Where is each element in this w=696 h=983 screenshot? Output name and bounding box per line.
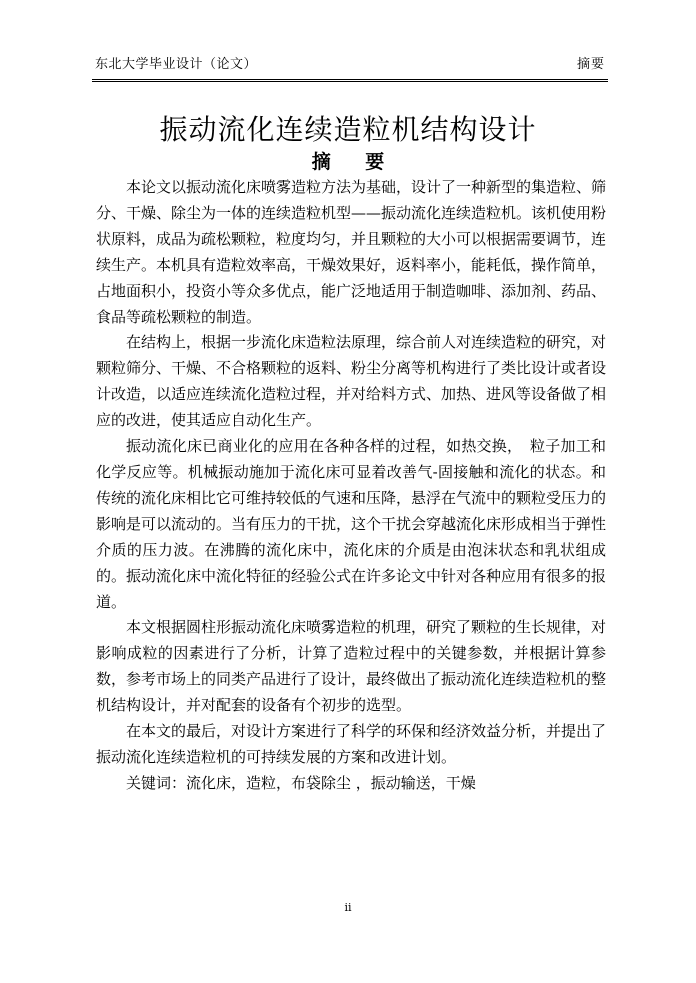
header-university-label: 东北大学毕业设计（论文） (95, 57, 258, 72)
keywords-line: 关键词：流化床，造粒，布袋除尘 ，振动输送，干燥 (126, 773, 476, 792)
thesis-title: 振动流化连续造粒机结构设计 (159, 113, 537, 146)
abstract-paragraph: 本文根据圆柱形振动流化床喷雾造粒的机理，研究了颗粒的生长规律，对影响成粒的因素进行了分析，计算了造粒过程中的关键参数，并根据计算参数，参考市场上的同类产品进行了设计，最终做出了振动流化连续造粒机的整机结构设计，并对配套的设备有个初步的选型。 (96, 618, 607, 715)
abstract-paragraph: 本论文以振动流化床喷雾造粒方法为基础，设计了一种新型的集造粒、筛分、干燥、除尘为一体的连续造粒机型——振动流化连续造粒机。该机使用粉状原料，成品为疏松颗粒，粒度均匀，并且颗粒的大小可以根据需要调节，连续生产。本机具有造粒效率高，干燥效果好，返料率小，能耗低，操作简单，占地面积小，投资小等众多优点，能广泛地适用于制造咖啡、添加剂、药品、食品等疏松颗粒的制造。 (96, 178, 607, 326)
abstract-paragraph: 在本文的最后，对设计方案进行了科学的环保和经济效益分析，并提出了振动流化连续造粒机的可持续发展的方案和改进计划。 (96, 722, 607, 766)
abstract-paragraph: 在结构上，根据一步流化床造粒法原理，综合前人对连续造粒的研究，对颗粒筛分、干燥、不合格颗粒的返料、粉尘分离等机构进行了类比设计或者设计改造，以适应连续流化造粒过程，并对给料方式、加热、进风等设备做了相应的改进，使其适应自动化生产。 (96, 333, 607, 430)
header-section-label: 摘要 (576, 57, 605, 72)
running-header (95, 54, 605, 76)
abstract-heading: 摘 要 (311, 151, 399, 173)
page-number: ii (344, 901, 352, 914)
header-rule-bottom (92, 81, 608, 82)
abstract-paragraph: 振动流化床已商业化的应用在各种各样的过程，如热交换， 粒子加工和化学反应等。机械振动施加于流化床可显着改善气-固接触和流化的状态。和传统的流化床相比它可维持较低的气速和压降，悬浮在气流中的颗粒受压力的影响是可以流动的。当有压力的干扰，这个干扰会穿越流化床形成相当于弹性介质的压力波。在沸腾的流化床中，流化床的介质是由泡沫状态和乳状组成的。振动流化床中流化特征的经验公式在许多论文中针对各种应用有很多的报道。 (96, 437, 607, 611)
header-rule-top (92, 79, 608, 80)
abstract-body (96, 175, 606, 797)
